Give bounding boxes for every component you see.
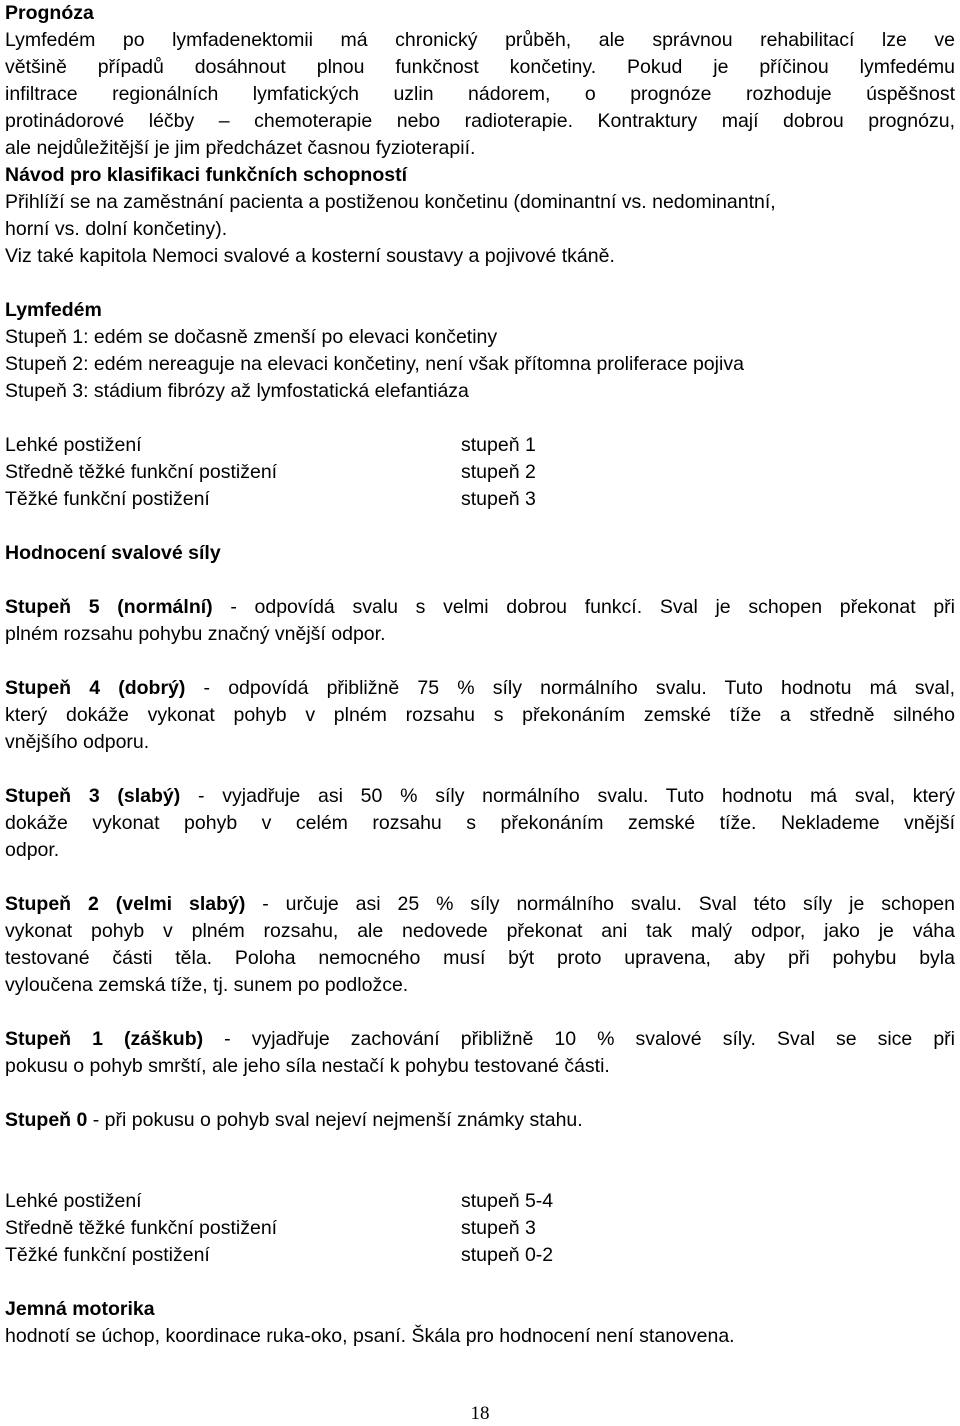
paragraph-line: Přihlíží se na zaměstnání pacienta a postiženou končetinu (dominantní vs. nedominantní,: [5, 191, 776, 213]
classification-row: [5, 432, 955, 459]
grade-line: [5, 891, 955, 918]
classification-label: Středně těžké funkční postižení: [5, 1217, 278, 1239]
grade-text: - odpovídá přibližně 75 % síly normálního svalu. Tuto hodnotu má sval,: [185, 677, 955, 699]
grade-label: Stupeň 2 (velmi slabý): [5, 893, 246, 915]
grade-label: Stupeň 4 (dobrý): [5, 677, 186, 699]
paragraph-line: protinádorové léčby – chemoterapie nebo radioterapie. Kontraktury mají dobrou prognózu,: [5, 110, 955, 132]
grade-line: [5, 1026, 955, 1053]
classification-label: Těžké funkční postižení: [5, 1244, 210, 1266]
grade-label: Stupeň 3 (slabý): [5, 785, 181, 807]
classification-label: Lehké postižení: [5, 1190, 142, 1212]
grade-text: - odpovídá svalu s velmi dobrou funkcí. Sval je schopen překonat při: [212, 596, 955, 618]
classification-row: [5, 1188, 955, 1215]
stage-line: Stupeň 3: stádium fibrózy až lymfostatická elefantiáza: [5, 380, 469, 402]
classification-label: Těžké funkční postižení: [5, 488, 210, 510]
classification-label: Středně těžké funkční postižení: [5, 461, 278, 483]
document-page: [5, 0, 955, 1350]
grade-line: vykonat pohyb v plném rozsahu, ale nedovede překonat ani tak malý odpor, jako je váha: [5, 920, 955, 942]
grade-line: odpor.: [5, 839, 60, 861]
grade-line: vyloučena zemská tíže, tj. sunem po podložce.: [5, 974, 409, 996]
grade-line: testované části těla. Poloha nemocného musí být proto upravena, aby při pohybu byla: [5, 947, 955, 969]
classification-value: stupeň 3: [461, 1217, 536, 1239]
paragraph-line: horní vs. dolní končetiny).: [5, 218, 228, 240]
classification-value: stupeň 5-4: [461, 1190, 554, 1212]
page-number: 18: [470, 1403, 490, 1424]
classification-value: stupeň 3: [461, 488, 536, 510]
classification-value: stupeň 0-2: [461, 1244, 554, 1266]
classification-row: [5, 1215, 955, 1242]
section-heading-prognoza: Prognóza: [5, 2, 94, 24]
grade-text: - určuje asi 25 % síly normálního svalu. Sval této síly je schopen: [245, 893, 955, 915]
grade-line: [5, 594, 955, 621]
paragraph-line: většině případů dosáhnout plnou funkčnost končetiny. Pokud je příčinou lymfedému: [5, 56, 955, 78]
classification-row: [5, 1242, 955, 1269]
grade-text: - vyjadřuje asi 50 % síly normálního svalu. Tuto hodnotu má sval, který: [180, 785, 955, 807]
classification-value: stupeň 2: [461, 461, 536, 483]
grade-line: pokusu o pohyb smrští, ale jeho síla nestačí k pohybu testované části.: [5, 1055, 610, 1077]
grade-text: - vyjadřuje zachování přibližně 10 % svalové síly. Sval se sice při: [203, 1028, 955, 1050]
grade-line: dokáže vykonat pohyb v celém rozsahu s překonáním zemské tíže. Neklademe vnější: [5, 812, 955, 834]
grade-line: který dokáže vykonat pohyb v plném rozsahu s překonáním zemské tíže a středně silného: [5, 704, 955, 726]
classification-label: Lehké postižení: [5, 434, 142, 456]
stage-line: Stupeň 1: edém se dočasně zmenší po elevaci končetiny: [5, 326, 498, 348]
stage-line: Stupeň 2: edém nereaguje na elevaci končetiny, není však přítomna proliferace pojiva: [5, 353, 744, 375]
grade-label: Stupeň 5 (normální): [5, 596, 213, 618]
classification-row: [5, 459, 955, 486]
grade-line: [5, 675, 955, 702]
classification-row: [5, 486, 955, 513]
grade-line: [5, 1107, 955, 1134]
section-heading-jemna-motorika: Jemná motorika: [5, 1298, 155, 1320]
grade-label: Stupeň 0: [5, 1109, 88, 1131]
paragraph-line: ale nejdůležitější je jim předcházet časnou fyzioterapií.: [5, 137, 476, 159]
grade-line: vnějšího odporu.: [5, 731, 150, 753]
grade-label: Stupeň 1 (záškub): [5, 1028, 204, 1050]
section-heading-navod: Návod pro klasifikaci funkčních schopností: [5, 164, 408, 186]
see-also-reference: Viz také kapitola Nemoci svalové a kosterní soustavy a pojivové tkáně.: [5, 245, 615, 267]
grade-line: [5, 783, 955, 810]
grade-text: - při pokusu o pohyb sval nejeví nejmenší známky stahu.: [87, 1109, 583, 1131]
paragraph-line: Lymfedém po lymfadenektomii má chronický průběh, ale správnou rehabilitací lze ve: [5, 29, 955, 51]
paragraph-line: infiltrace regionálních lymfatických uzlin nádorem, o prognóze rozhoduje úspěšnost: [5, 83, 955, 105]
section-heading-lymfedem: Lymfedém: [5, 299, 102, 321]
classification-value: stupeň 1: [461, 434, 536, 456]
section-heading-svalova-sila: Hodnocení svalové síly: [5, 542, 221, 564]
paragraph-line: hodnotí se úchop, koordinace ruka-oko, psaní. Škála pro hodnocení není stanovena.: [5, 1325, 735, 1347]
grade-line: plném rozsahu pohybu značný vnější odpor.: [5, 623, 386, 645]
